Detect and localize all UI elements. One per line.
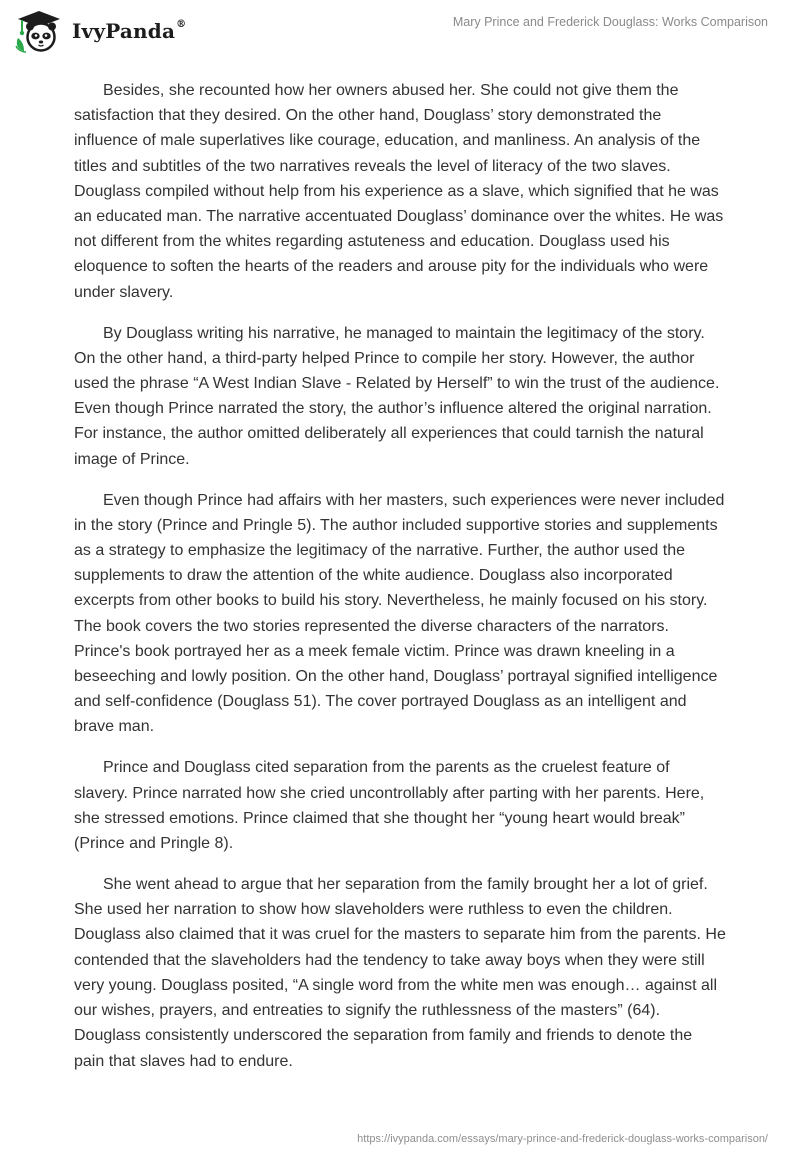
essay-paragraph: She went ahead to argue that her separation from the family brought her a lot of grief. She used her narration to show how slaveholders were ruthless to even the children. Douglass also claimed that it was cruel for the masters to separate him from the parents. He contended that the slaveholders had the tendency to take away boys when they were still very young. Douglass posited, “A single word from the white men was enough… against all our wishes, prayers, and entreaties to signify the ruthlessness of the masters” (64). Douglass consistently underscored the separation from family and friends to denote the pain that slaves had to endure.	[74, 876, 726, 1070]
essay-paragraph: Prince and Douglass cited separation from the parents as the cruelest feature of slavery. Prince narrated how she cried uncontrollably after parting with her parents. Here, she stressed emotions. Prince claimed that she thought her “young heart would break” (Prince and Pringle 8).	[74, 759, 705, 853]
essay-paragraph: Even though Prince had affairs with her masters, such experiences were never included in the story (Prince and Pringle 5). The author included supportive stories and supplements as a strategy to emphasize the legitimacy of the narrative. Further, the author used the supplements to draw the attention of the white audience. Douglass also incorporated excerpts from other books to build his story. Nevertheless, he mainly focused on his story. The book covers the two stories represented the diverse characters of the narrators. Prince's book portrayed her as a meek female victim. Prince was drawn kneeling in a beseeching and lowly position. On the other hand, Douglass’ portrayal signified intelligence and self-confidence (Douglass 51). The cover portrayed Douglass as an intelligent and brave man.	[74, 491, 725, 736]
brand-name: IvyPanda®	[72, 19, 187, 43]
registered-mark: ®	[176, 19, 187, 31]
source-url[interactable]: https://ivypanda.com/essays/mary-prince-and-frederick-douglass-works-comparison/	[357, 1133, 768, 1145]
panda-graduate-icon	[14, 8, 64, 54]
document-title: Mary Prince and Frederick Douglass: Works Comparison	[452, 15, 768, 29]
page-header	[0, 0, 800, 66]
ivypanda-logo[interactable]	[14, 8, 186, 54]
essay-body	[74, 78, 726, 1090]
essay-paragraph: By Douglass writing his narrative, he managed to maintain the legitimacy of the story. On the other hand, a third-party helped Prince to compile her story. However, the author used the phrase “A West Indian Slave - Related by Herself” to win the trust of the audience. Even though Prince narrated the story, the author’s influence altered the original narration. For instance, the author omitted deliberately all experiences that could tarnish the natural image of Prince.	[74, 324, 720, 468]
essay-paragraph: Besides, she recounted how her owners abused her. She could not give them the satisfaction that they desired. On the other hand, Douglass’ story demonstrated the influence of male superlatives like courage, education, and manliness. An analysis of the titles and subtitles of the two narratives reveals the level of literacy of the two slaves. Douglass compiled without help from his experience as a slave, which signified that he was an educated man. The narrative accentuated Douglass’ dominance over the whites. He was not different from the whites regarding astuteness and education. Douglass used his eloquence to soften the hearts of the readers and arouse pity for the individuals who were under slavery.	[74, 82, 724, 301]
